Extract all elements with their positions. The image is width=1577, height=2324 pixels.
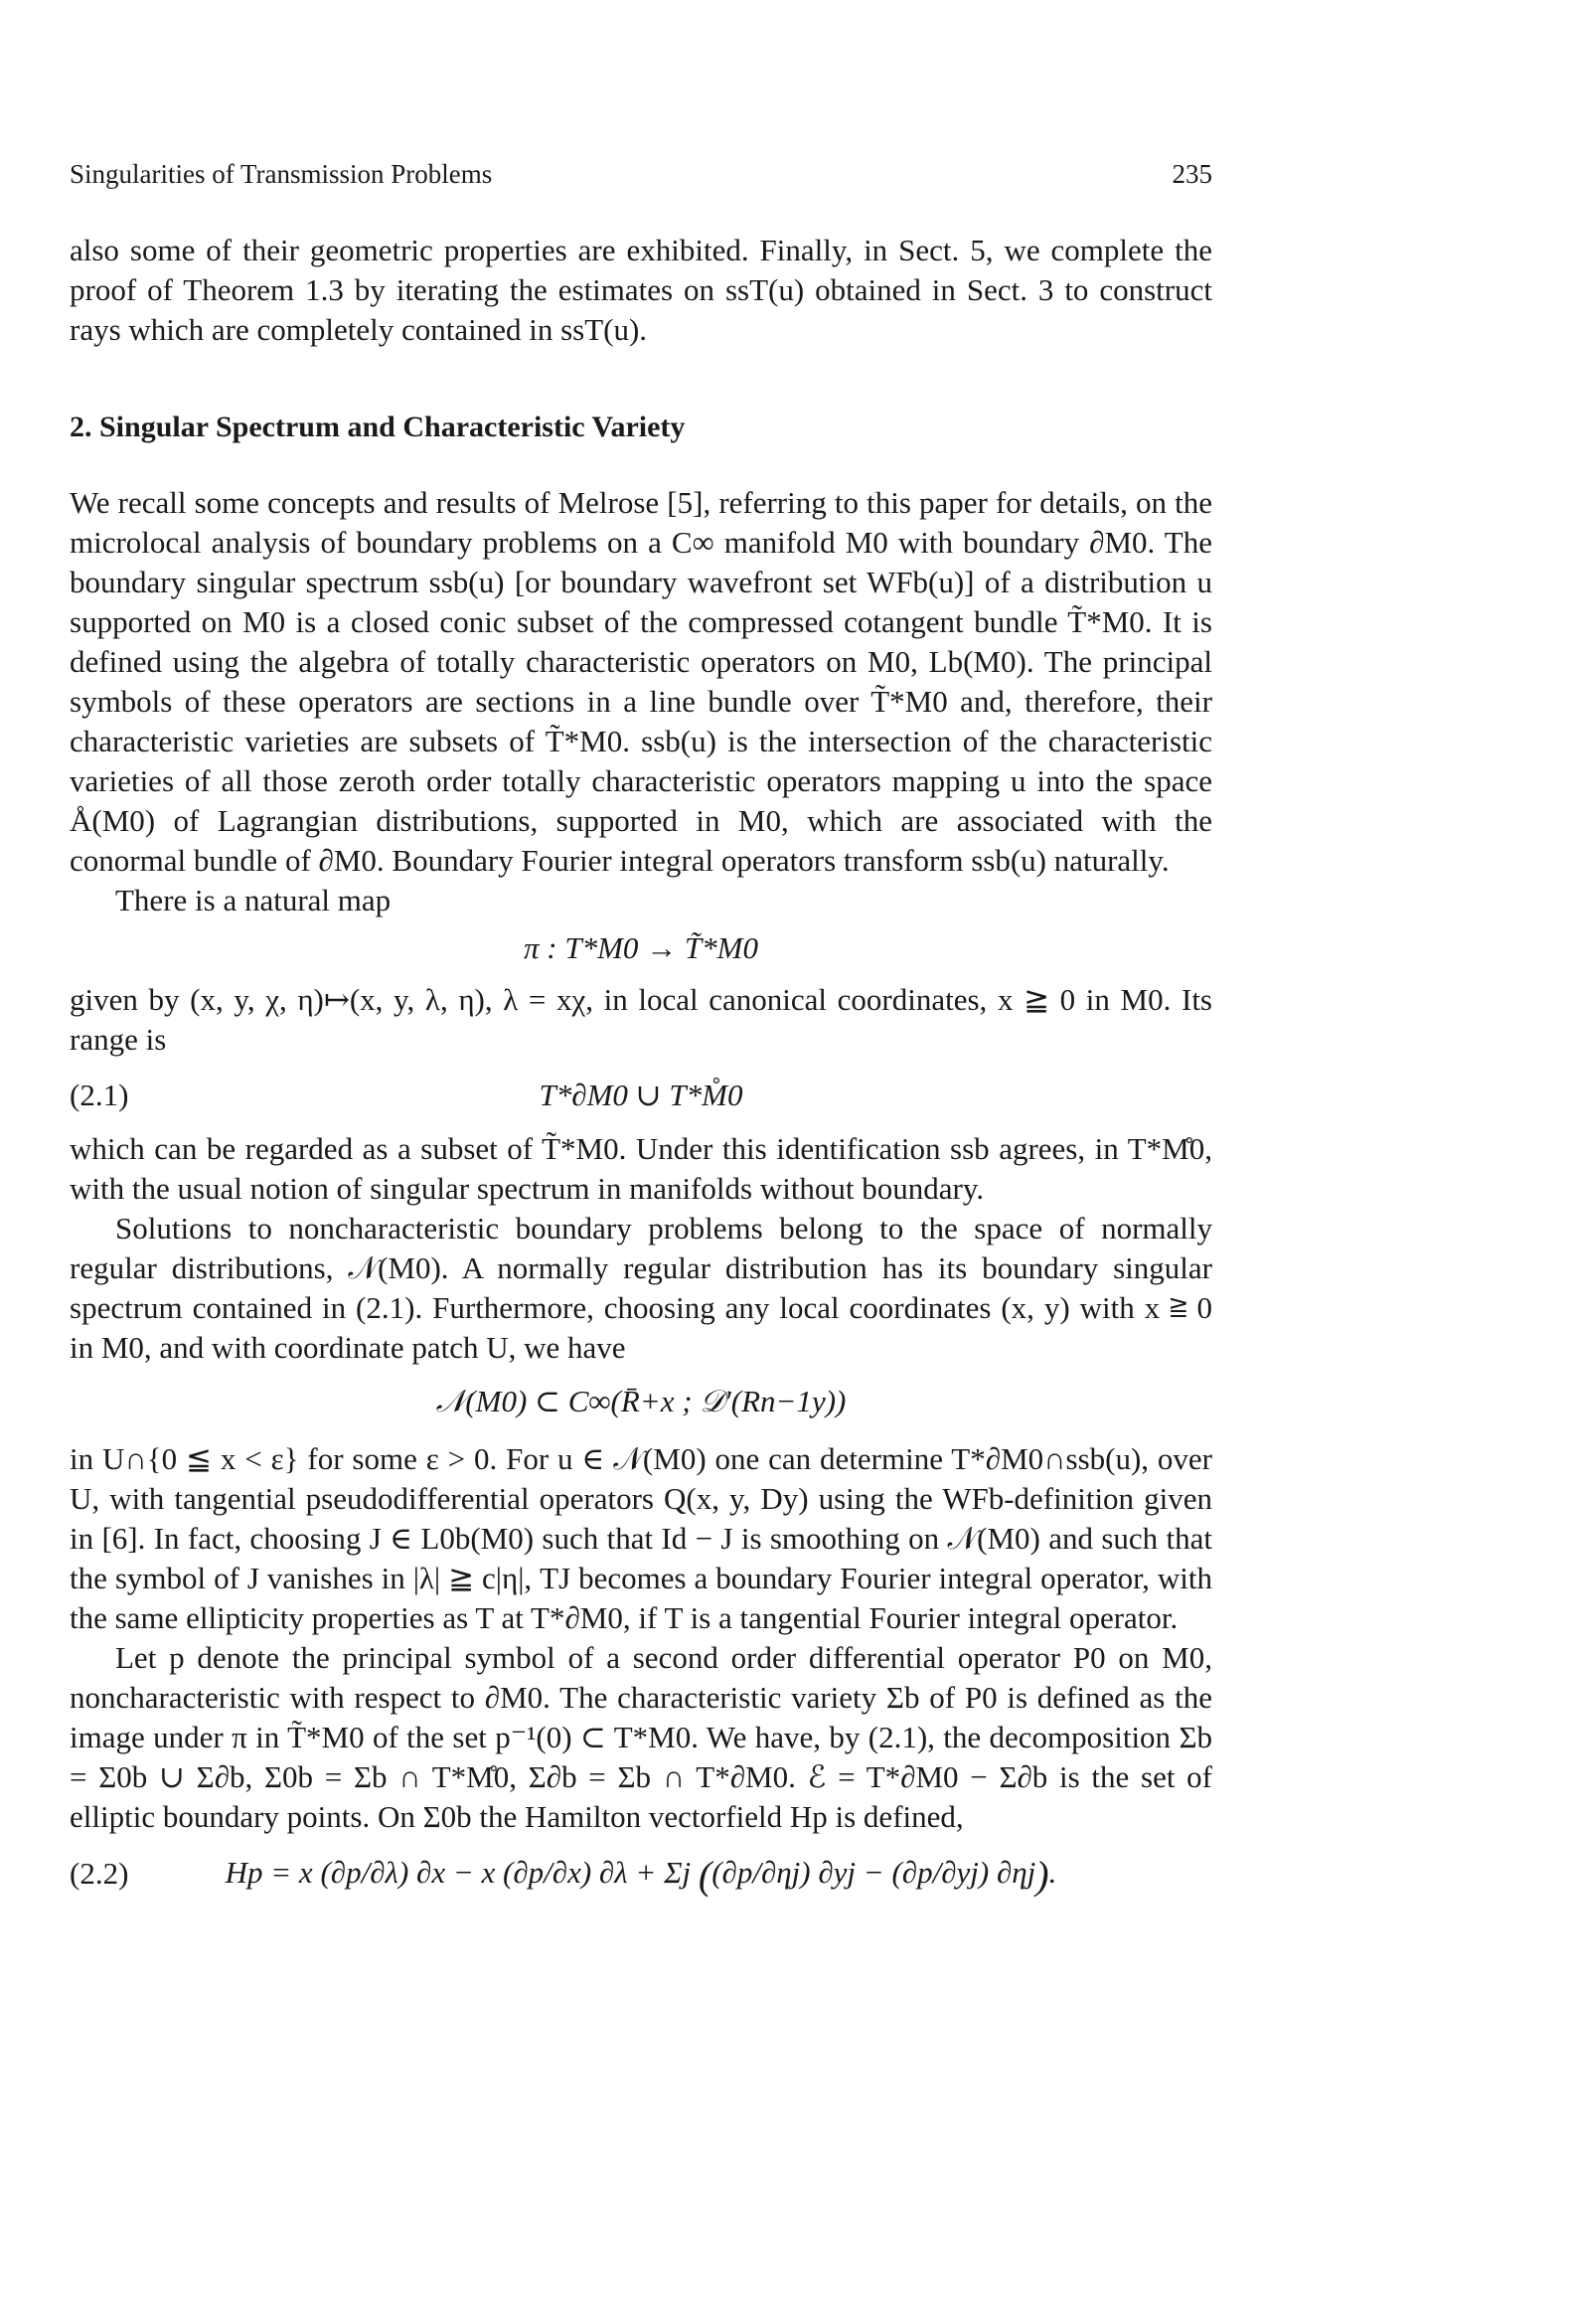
equation-2-1 [70, 1076, 1212, 1115]
equation-map: π : T*M0 → T̃*M0 [524, 930, 758, 965]
paragraph-natural-map: There is a natural map [115, 883, 392, 917]
paragraph-melrose: We recall some concepts and results of Melrose [5], referring to this paper for details, on the microlocal analysis of boundary problems on a C∞ manifold M0 with boundary ∂M0. The boundary singular spectrum ssb(u) [or boundary wavefront set WFb(u)] of a distribution u supported on M0 is a closed conic subset of the compressed cotangent bundle T̃*M0. It is defined using the algebra of totally characteristic operators on M0, Lb(M0). The principal symbols of these operators are sections in a line bundle over T̃*M0 and, therefore, their characteristic varieties are subsets of T̃*M0. ssb(u) is the intersection of the characteristic varieties of all those zeroth order totally characteristic operators mapping u into the space Å(M0) of Lagrangian distributions, supported in M0, which are associated with the conormal bundle of ∂M0. Boundary Fourier integral operators transform ssb(u) naturally. [70, 485, 1212, 878]
intro-paragraph: also some of their geometric properties are exhibited. Finally, in Sect. 5, we complete the proof of Theorem 1.3 by iterating the estimates on ssT(u) obtained in Sect. 3 to construct rays which are completely contained in ssT(u). [70, 233, 1212, 347]
paragraph-tangential: in U∩{0 ≦ x < ε} for some ε > 0. For u ∈ 𝒩(M0) one can determine T*∂M0∩ssb(u), over U, with tangential pseudodifferential operators Q(x, y, Dy) using the WFb-definition given in [6]. In fact, choosing J ∈ L0b(M0) such that Id − J is smoothing on 𝒩(M0) and such that the symbol of J vanishes in |λ| ≧ c|η|, TJ becomes a boundary Fourier integral operator, with the same ellipticity properties as T at T*∂M0, if T is a tangential Fourier integral operator. [70, 1441, 1212, 1635]
left-paren: ( [698, 1852, 712, 1898]
right-paren: ) [1035, 1852, 1049, 1898]
equation-2-2-end: . [1048, 1855, 1057, 1890]
equation-2-2-lhs: Hp = x (∂p/∂λ) ∂x − x (∂p/∂x) ∂λ + Σj [225, 1855, 699, 1890]
equation-2-2-expression [159, 1853, 1212, 1896]
equation-number-2-2: (2.2) [70, 1856, 129, 1892]
running-title: Singularities of Transmission Problems [70, 159, 493, 189]
equation-2-2 [70, 1853, 1212, 1896]
paragraph-characteristic-variety: Let p denote the principal symbol of a second order differential operator P0 on M0, noncharacteristic with respect to ∂M0. The characteristic variety Σb of P0 is defined as the image under π in T̃*M0 of the set p⁻¹(0) ⊂ T*M0. We have, by (2.1), the decomposition Σb = Σ0b ∪ Σ∂b, Σ0b = Σb ∩ T*M̊0, Σ∂b = Σb ∩ T*∂M0. ℰ = T*∂M0 − Σ∂b is the set of elliptic boundary points. On Σ0b the Hamilton vectorfield Hp is defined, [70, 1640, 1212, 1834]
page-number: 235 [1172, 159, 1212, 189]
page-body [70, 231, 1212, 1909]
equation-number-2-1: (2.1) [70, 1078, 129, 1112]
equation-2-1-expression: T*∂M0 ∪ T*M̊0 [539, 1078, 743, 1112]
paragraph-range: given by (x, y, χ, η)↦(x, y, λ, η), λ = xχ, in local canonical coordinates, x ≧ 0 in M0. Its range is [70, 982, 1212, 1057]
running-header [70, 159, 1212, 190]
paragraph-normally-regular: Solutions to noncharacteristic boundary problems belong to the space of normally regular distributions, 𝒩(M0). A normally regular distribution has its boundary singular spectrum contained in (2.1). Furthermore, choosing any local coordinates (x, y) with x ≧ 0 in M0, and with coordinate patch U, we have [70, 1211, 1212, 1365]
section-heading: 2. Singular Spectrum and Characteristic Variety [70, 411, 686, 443]
equation-inclusion: 𝒩(M0) ⊂ C∞(R̄+x ; 𝒟′(Rn−1y)) [435, 1384, 847, 1418]
equation-2-2-paren: (∂p/∂ηj) ∂yj − (∂p/∂yj) ∂ηj [711, 1855, 1036, 1890]
paragraph-identification: which can be regarded as a subset of T̃*M0. Under this identification ssb agrees, in T*M̊0, with the usual notion of singular spectrum in manifolds without boundary. [70, 1131, 1212, 1206]
